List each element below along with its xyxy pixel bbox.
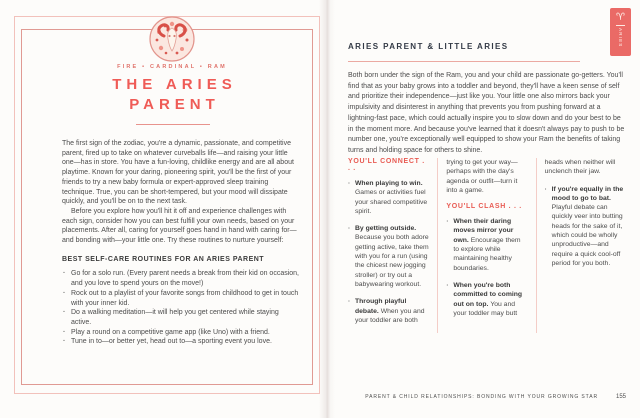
aries-symbol-icon: ♈ [616,12,625,23]
column-bullet-item: · When playing to win. Games or activities fuel your shared competitive spirit. [348,179,429,216]
column-bullet-item: · Through playful debate. When you and your toddler are both [348,297,429,325]
list-item: · Play a round on a competitive game app (like Uno) with a friend. [62,328,299,338]
column-bullet-item: · When their daring moves mirror your own. Encourage them to explore while maintaining healthy boundaries. [446,217,527,273]
section-intro-paragraph: Both born under the sign of the Ram, you and your child are passionate go-getters. You'll find that as your baby grows into a toddler and beyond, they'll have a keen sense of self and prioritize their independence—just like you. Your little one also mirrors back your impulsivity and disinterest in anything that prevents you from pushing forward at a lightning-fast pace, which could actually inspire you to slow down and do your best to be in the moment more. And because you've learned that it doesn't always pay to push to be number one, you're exceptionally well equipped to show your Ram the benefits of taking turns and holding space for others to shine. [348,72,625,154]
text-column [348,158,437,333]
title-divider-rule [136,124,210,125]
section-heading-rule [348,61,580,62]
tab-label: ARIES [618,28,623,48]
running-footer-text: PARENT & CHILD RELATIONSHIPS: BONDING WITH YOUR GROWING STAR [365,394,598,400]
column-continuation-text: trying to get your way—perhaps with the day's agenda or outfit—turn it into a game. [446,159,518,194]
bullet-lead-text: When their daring moves mirror your own. [453,218,514,244]
chapter-title-line2: PARENT [129,96,220,113]
bullet-lead-text: If you're equally in the mood to go to bat. [551,185,624,202]
text-column [437,158,535,333]
section-heading: ARIES PARENT & LITTLE ARIES [348,42,509,51]
list-item: · Tune in to—or better yet, head out to—a sporting event you love. [62,337,299,347]
tab-divider [616,25,625,26]
column-bullet-item: · If you're equally in the mood to go to bat. Playful debate can quickly veer into butting heads for the sake of it, which could be wholly unproductive—and require a quick cool-off period for you both. [545,185,626,269]
bullet-lead-text: Through playful debate. [355,298,407,315]
intro-paragraph-2: Before you explore how you'll hit it off and experience challenges with each sign, consider how you can best fulfill your own needs, based on your placements. After all, caring for yourself goes hand in hand with caring for—and bonding with—your little one. Try these routines to nurture yourself: [62,207,297,245]
text-column [536,158,626,333]
bullet-lead-text: By getting outside. [355,225,417,233]
right-page [330,0,640,418]
column-bullet-item: · By getting outside. Because you both adore getting active, take them with you for a run (using the chicest new jogging stroller) or try out a babywearing workout. [348,224,429,289]
chapter-title [20,75,324,115]
element-quality-symbol-line: FIRE • CARDINAL • RAM [117,64,227,70]
chapter-title-line1: THE ARIES [112,76,237,93]
column-heading: YOU'LL CLASH . . . [446,203,522,211]
connect-clash-columns [348,158,626,333]
selfcare-list [62,269,299,347]
chapter-tab [610,8,631,56]
list-item: · Rock out to a playlist of your favorite songs from childhood to get in touch with your inner kid. [62,289,299,308]
bullet-lead-text: When playing to win. [355,180,423,187]
ram-skull-medallion-icon [149,16,195,62]
list-item: · Go for a solo run. (Every parent needs a break from their kid on occasion, and you love to spend yours on the move!) [62,269,299,288]
page-footer [348,394,626,400]
column-continuation-text: heads when neither will unclench their jaw. [544,159,616,176]
column-bullet-item: · When you're both committed to coming out on top. You and your toddler may butt [446,281,527,318]
selfcare-heading: BEST SELF-CARE ROUTINES FOR AN ARIES PARENT [62,255,265,263]
page-number: 155 [615,394,626,400]
intro-paragraph-1: The first sign of the zodiac, you're a dynamic, passionate, and competitive parent, fired up to take on whatever curveballs life—and raising your little one—has in store. You have a fun-loving, childlike energy and are all about playtime. Known for your daring, pioneering spirit, you'll be the first of your friends to try a new baby formula or expert-approved sleep training technique. True, you can be short-tempered, but your mood will dissipate quickly, and you'll be on to the next task. [62,140,294,206]
column-heading: YOU'LL CONNECT . . . [348,158,425,172]
left-page-body [62,139,299,347]
bullet-lead-text: When you're both committed to coming out on top. [453,281,523,308]
list-item: · Do a walking meditation—it will help you get centered while staying active. [62,308,299,327]
